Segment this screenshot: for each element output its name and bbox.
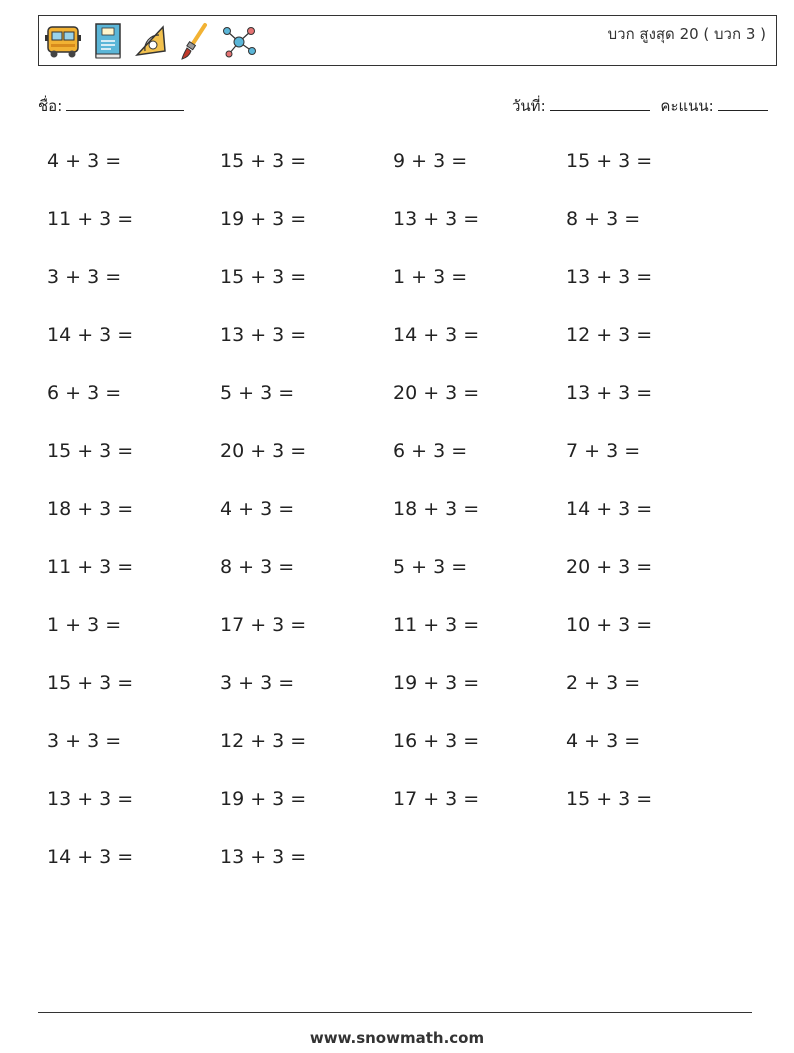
worksheet-header bbox=[38, 15, 777, 66]
problem-item: 15 + 3 = bbox=[47, 672, 134, 694]
problem-item: 19 + 3 = bbox=[393, 672, 480, 694]
problem-row bbox=[47, 550, 747, 608]
problem-row bbox=[47, 260, 747, 318]
problem-item: 17 + 3 = bbox=[220, 614, 307, 636]
problem-row bbox=[47, 608, 747, 666]
date-label: วันที่: bbox=[512, 97, 546, 115]
date-blank-line[interactable] bbox=[550, 96, 650, 111]
paintbrush-icon bbox=[177, 21, 211, 61]
problem-row bbox=[47, 434, 747, 492]
problem-item: 8 + 3 = bbox=[566, 208, 641, 230]
molecule-icon bbox=[219, 21, 259, 61]
footer-url: www.snowmath.com bbox=[309, 1029, 485, 1047]
problem-item: 15 + 3 = bbox=[220, 150, 307, 172]
problem-item: 12 + 3 = bbox=[220, 730, 307, 752]
date-score-fields bbox=[512, 94, 768, 118]
problem-item: 1 + 3 = bbox=[393, 266, 468, 288]
problem-item: 6 + 3 = bbox=[47, 382, 122, 404]
problem-item: 20 + 3 = bbox=[393, 382, 480, 404]
problem-item: 3 + 3 = bbox=[220, 672, 295, 694]
problem-item: 11 + 3 = bbox=[47, 208, 134, 230]
problem-row bbox=[47, 666, 747, 724]
problem-row bbox=[47, 144, 747, 202]
problem-item: 14 + 3 = bbox=[566, 498, 653, 520]
problem-item: 9 + 3 = bbox=[393, 150, 468, 172]
problem-row bbox=[47, 492, 747, 550]
problem-item: 13 + 3 = bbox=[220, 324, 307, 346]
problem-row bbox=[47, 782, 747, 840]
problem-item: 3 + 3 = bbox=[47, 730, 122, 752]
name-field bbox=[38, 94, 184, 118]
problem-item: 13 + 3 = bbox=[566, 382, 653, 404]
problem-item: 19 + 3 = bbox=[220, 788, 307, 810]
problem-item: 5 + 3 = bbox=[393, 556, 468, 578]
book-icon bbox=[91, 21, 125, 61]
problem-item: 17 + 3 = bbox=[393, 788, 480, 810]
worksheet-title: บวก สูงสุด 20 ( บวก 3 ) bbox=[607, 25, 766, 43]
school-bus-icon bbox=[43, 21, 83, 61]
problem-item: 6 + 3 = bbox=[393, 440, 468, 462]
problem-item: 18 + 3 = bbox=[47, 498, 134, 520]
problem-item: 15 + 3 = bbox=[566, 788, 653, 810]
problem-item: 15 + 3 = bbox=[220, 266, 307, 288]
problem-item: 11 + 3 = bbox=[393, 614, 480, 636]
problem-row bbox=[47, 724, 747, 782]
problem-item: 19 + 3 = bbox=[220, 208, 307, 230]
name-blank-line[interactable] bbox=[66, 96, 184, 111]
problem-item: 14 + 3 = bbox=[393, 324, 480, 346]
problem-item: 4 + 3 = bbox=[220, 498, 295, 520]
problem-item: 4 + 3 = bbox=[47, 150, 122, 172]
problem-row bbox=[47, 318, 747, 376]
problem-item: 14 + 3 = bbox=[47, 324, 134, 346]
problem-item: 11 + 3 = bbox=[47, 556, 134, 578]
problem-item: 3 + 3 = bbox=[47, 266, 122, 288]
problem-item: 12 + 3 = bbox=[566, 324, 653, 346]
score-label: คะแนน: bbox=[660, 97, 714, 115]
problem-item: 7 + 3 = bbox=[566, 440, 641, 462]
problem-item: 18 + 3 = bbox=[393, 498, 480, 520]
problem-item: 2 + 3 = bbox=[566, 672, 641, 694]
problem-item: 1 + 3 = bbox=[47, 614, 122, 636]
problem-grid bbox=[47, 144, 747, 898]
problem-item: 5 + 3 = bbox=[220, 382, 295, 404]
name-label: ชื่อ: bbox=[38, 97, 63, 115]
problem-row bbox=[47, 202, 747, 260]
header-icons bbox=[43, 19, 259, 63]
problem-item: 15 + 3 = bbox=[566, 150, 653, 172]
problem-item: 13 + 3 = bbox=[566, 266, 653, 288]
problem-item: 13 + 3 = bbox=[220, 846, 307, 868]
problem-row bbox=[47, 376, 747, 434]
protractor-icon bbox=[133, 21, 169, 61]
problem-row bbox=[47, 840, 747, 898]
problem-item: 8 + 3 = bbox=[220, 556, 295, 578]
problem-item: 13 + 3 = bbox=[393, 208, 480, 230]
problem-item: 10 + 3 = bbox=[566, 614, 653, 636]
problem-item: 13 + 3 = bbox=[47, 788, 134, 810]
problem-item: 14 + 3 = bbox=[47, 846, 134, 868]
problem-item: 16 + 3 = bbox=[393, 730, 480, 752]
problem-item: 15 + 3 = bbox=[47, 440, 134, 462]
footer-divider bbox=[38, 1012, 752, 1013]
problem-item: 20 + 3 = bbox=[566, 556, 653, 578]
score-blank-line[interactable] bbox=[718, 96, 768, 111]
problem-item: 20 + 3 = bbox=[220, 440, 307, 462]
problem-item: 4 + 3 = bbox=[566, 730, 641, 752]
